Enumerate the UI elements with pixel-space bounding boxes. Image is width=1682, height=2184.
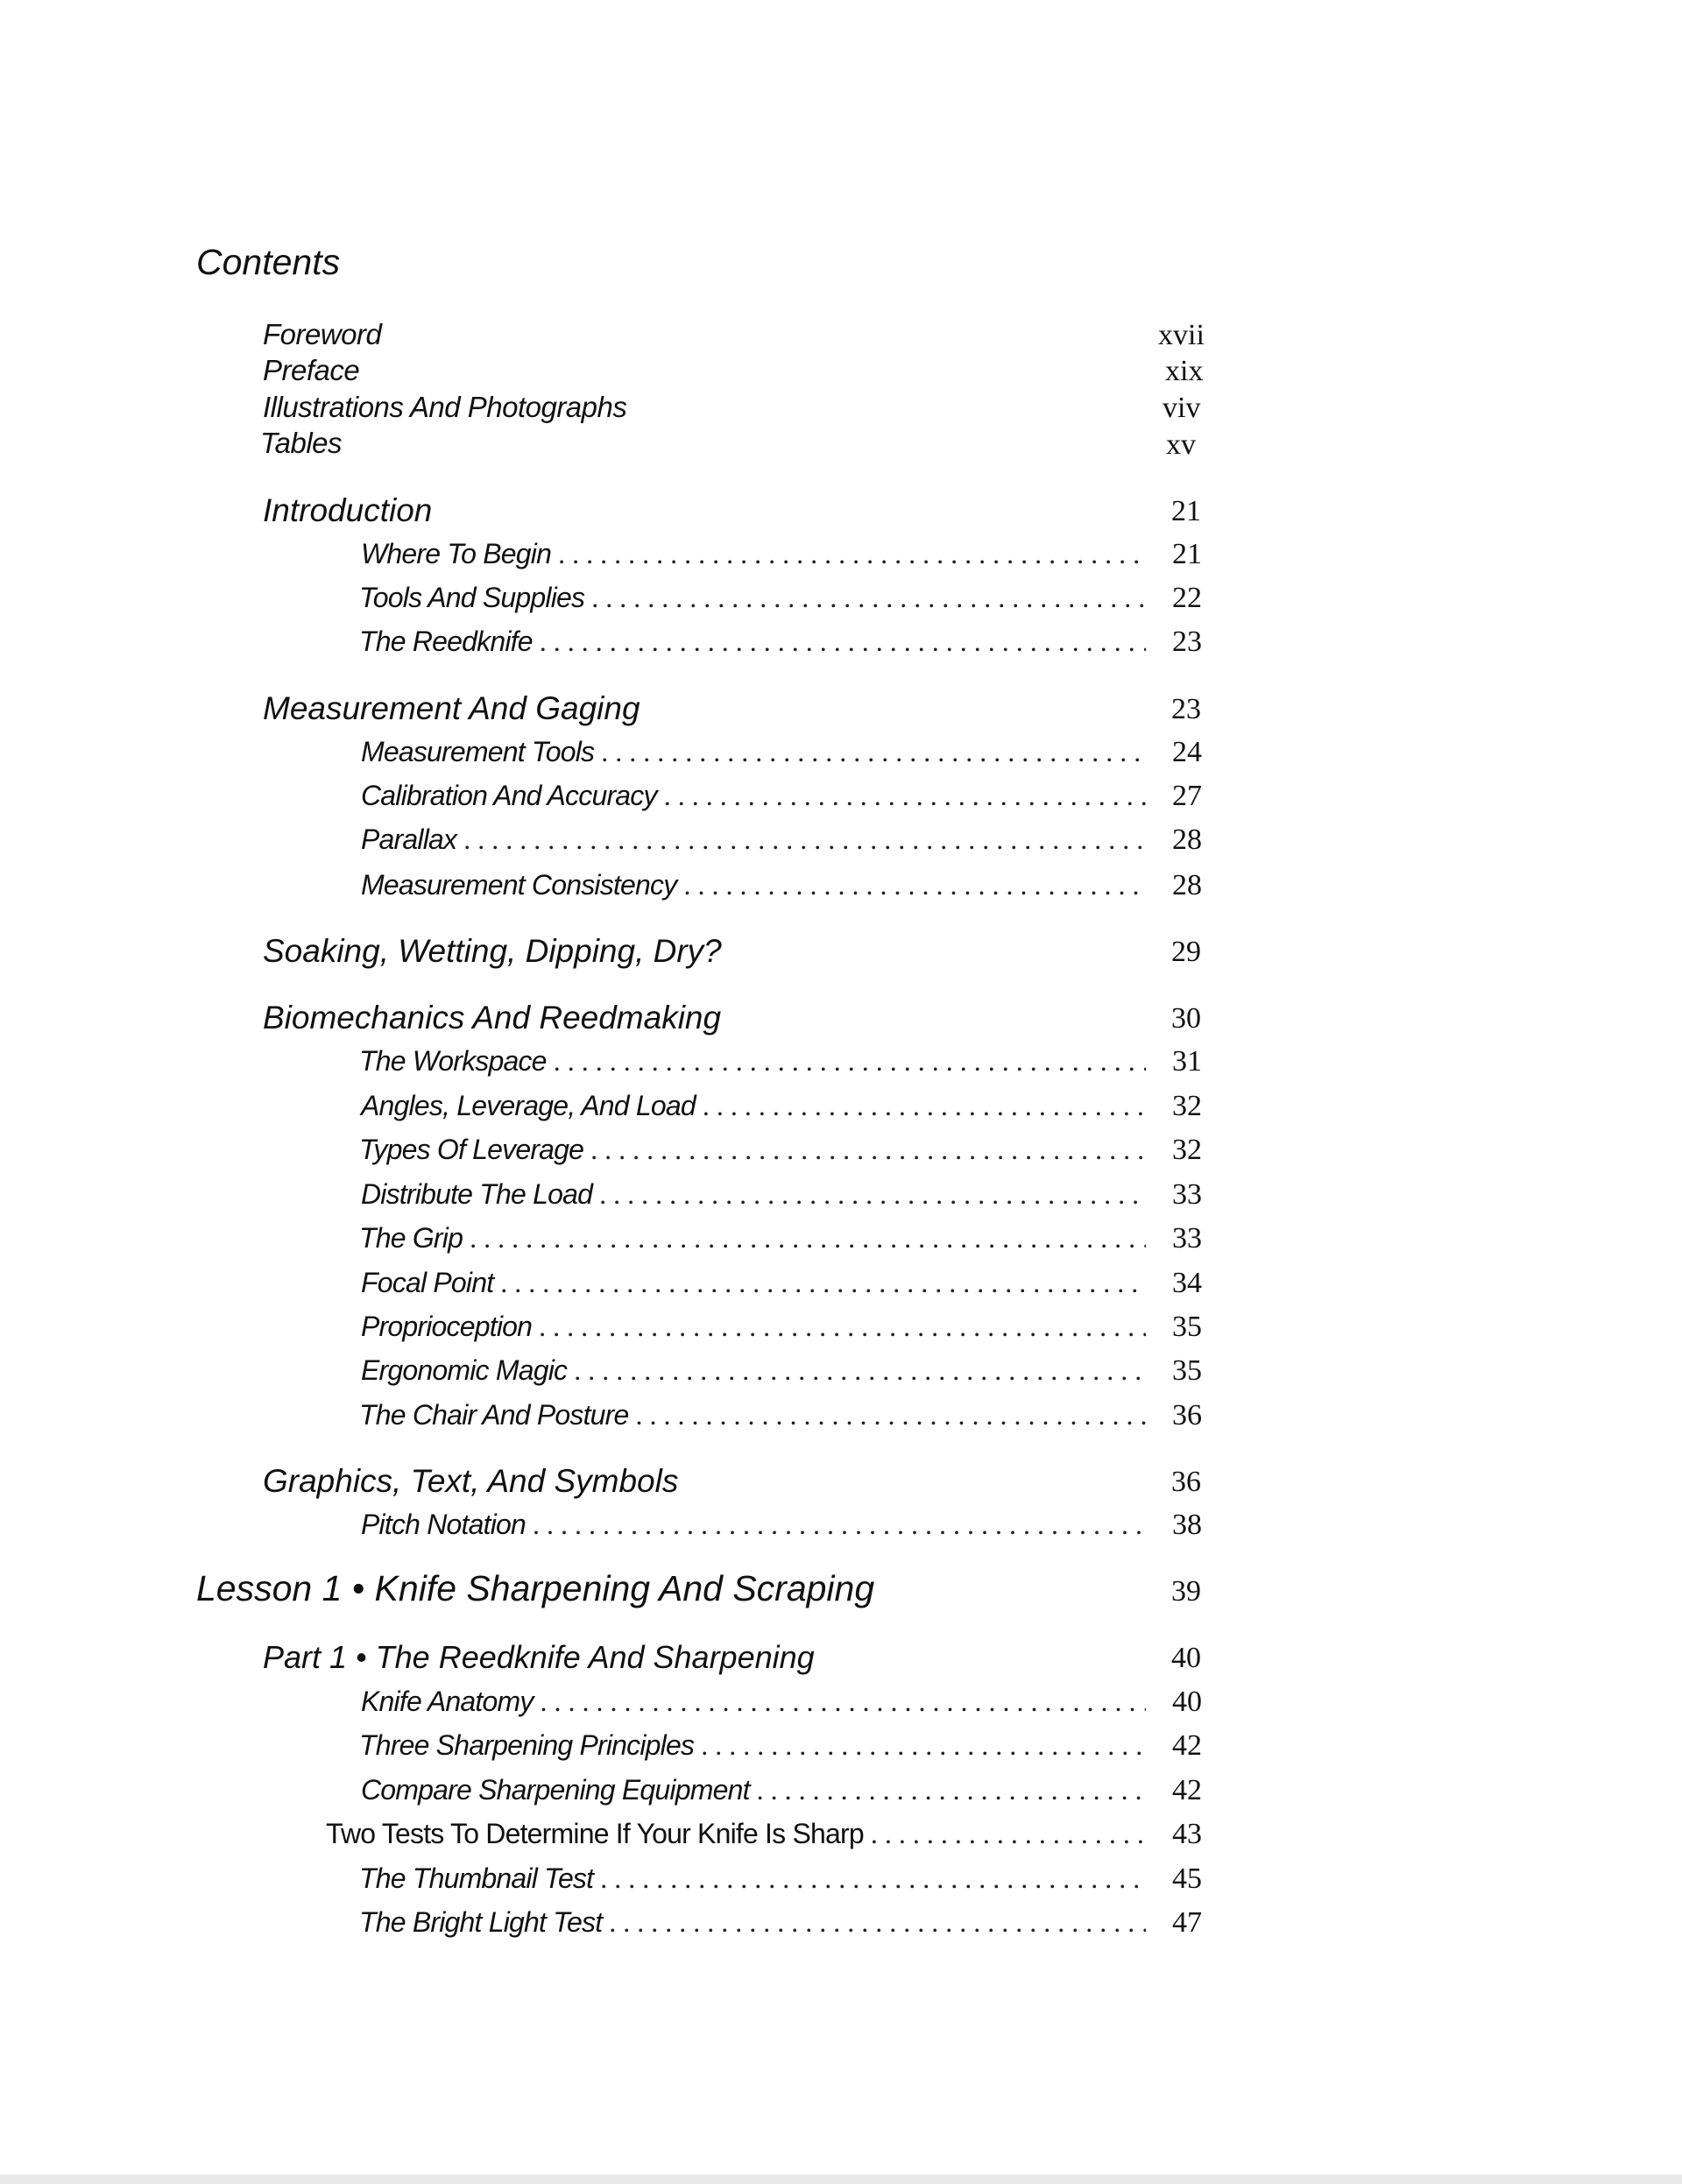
dot-leader: [500, 1269, 1146, 1297]
toc-entry-title: Ergonomic Magic: [361, 1354, 568, 1386]
dot-leader: [591, 583, 1146, 611]
toc-entry-page: 43: [1172, 1818, 1202, 1850]
contents-title: Contents: [196, 242, 341, 282]
toc-entry-page: 32: [1172, 1090, 1202, 1122]
dot-leader: [703, 1092, 1146, 1120]
toc-entry[interactable]: [361, 1510, 1202, 1544]
toc-front-illustrations[interactable]: Illustrations And Photographs: [263, 391, 627, 423]
dot-leader: [599, 1180, 1146, 1208]
toc-entry-page: 36: [1172, 1399, 1202, 1431]
toc-section-soaking[interactable]: Soaking, Wetting, Dipping, Dry?: [263, 933, 722, 969]
toc-section-biomechanics[interactable]: Biomechanics And Reedmaking: [263, 1000, 722, 1035]
dot-leader: [600, 1864, 1146, 1892]
toc-entry-title: Tools And Supplies: [359, 582, 585, 613]
dot-leader: [590, 1135, 1146, 1163]
dot-leader: [609, 1908, 1146, 1936]
toc-entry-title: Measurement Consistency: [361, 869, 677, 901]
toc-entry-page: 34: [1172, 1267, 1202, 1299]
toc-entry[interactable]: [326, 1820, 1202, 1853]
dot-leader: [757, 1776, 1146, 1804]
toc-front-tables[interactable]: Tables: [260, 427, 343, 459]
dot-leader: [540, 627, 1146, 655]
toc-entry-title: Knife Anatomy: [361, 1686, 534, 1717]
toc-front-tables-page: xv: [1166, 428, 1196, 461]
toc-entry[interactable]: [359, 1224, 1202, 1257]
dot-leader: [683, 871, 1146, 899]
toc-entry-title: The Workspace: [359, 1045, 547, 1077]
toc-section-graphics-page: 36: [1171, 1466, 1201, 1498]
toc-entry-page: 47: [1172, 1906, 1202, 1939]
toc-section-measurement[interactable]: Measurement And Gaging: [263, 690, 640, 726]
toc-front-foreword[interactable]: Foreword: [263, 318, 382, 350]
dot-leader: [601, 738, 1146, 766]
toc-entry-title: Angles, Leverage, And Load: [361, 1090, 696, 1121]
toc-entry-title: Measurement Tools: [361, 736, 595, 767]
toc-front-preface-page: xix: [1165, 355, 1204, 387]
toc-entry-title: Focal Point: [361, 1267, 494, 1298]
toc-entry[interactable]: [359, 1047, 1202, 1080]
toc-entry-title: Compare Sharpening Equipment: [361, 1774, 750, 1806]
toc-entry[interactable]: [361, 871, 1202, 904]
toc-entry[interactable]: [361, 1180, 1202, 1213]
toc-entry[interactable]: [361, 738, 1202, 771]
toc-entry-page: 32: [1172, 1134, 1202, 1166]
toc-front-illustrations-page: viv: [1163, 392, 1201, 424]
toc-entry-page: 28: [1172, 869, 1202, 901]
toc-entry[interactable]: [361, 1356, 1202, 1389]
toc-entry[interactable]: [361, 825, 1202, 859]
toc-entry-page: 22: [1172, 582, 1202, 614]
toc-entry-page: 38: [1172, 1509, 1202, 1541]
dot-leader: [554, 1047, 1146, 1075]
toc-entry-title: Types Of Leverage: [359, 1134, 584, 1165]
toc-entry-title: The Thumbnail Test: [359, 1862, 594, 1894]
toc-entry[interactable]: [359, 1908, 1202, 1941]
toc-entry[interactable]: [359, 583, 1202, 617]
toc-entry-title: The Reedknife: [359, 626, 533, 657]
toc-entry-page: 28: [1172, 823, 1202, 856]
dot-leader: [871, 1820, 1146, 1848]
toc-lesson-1-page: 39: [1171, 1575, 1201, 1608]
dot-leader: [533, 1510, 1146, 1538]
toc-entry[interactable]: [361, 1269, 1202, 1302]
toc-entry-title: Distribute The Load: [361, 1178, 593, 1210]
dot-leader: [541, 1687, 1146, 1715]
toc-section-soaking-page: 29: [1171, 936, 1201, 968]
toc-entry[interactable]: [361, 540, 1202, 573]
toc-entry[interactable]: [359, 1135, 1202, 1169]
dot-leader: [574, 1356, 1146, 1384]
dot-leader: [539, 1312, 1146, 1340]
toc-entry-page: 33: [1172, 1222, 1202, 1255]
dot-leader: [636, 1401, 1146, 1429]
toc-entry-title: Calibration And Accuracy: [361, 780, 657, 811]
toc-part-1-page: 40: [1171, 1642, 1201, 1674]
dot-leader: [463, 825, 1146, 853]
toc-entry-title: The Bright Light Test: [359, 1906, 603, 1938]
toc-entry-title: Three Sharpening Principles: [359, 1729, 695, 1761]
toc-entry-page: 27: [1172, 780, 1202, 812]
toc-section-measurement-page: 23: [1171, 693, 1201, 725]
dot-leader: [558, 540, 1146, 568]
toc-section-introduction[interactable]: Introduction: [263, 492, 433, 528]
page-bottom-edge: [0, 2174, 1682, 2184]
toc-entry-page: 40: [1172, 1686, 1202, 1718]
toc-entry-page: 33: [1172, 1178, 1202, 1211]
toc-entry-page: 23: [1172, 626, 1202, 658]
toc-entry-page: 31: [1172, 1045, 1202, 1078]
toc-entry-page: 35: [1172, 1354, 1202, 1387]
dot-leader: [470, 1224, 1146, 1252]
toc-entry[interactable]: [359, 1731, 1202, 1764]
toc-entry-page: 45: [1172, 1862, 1202, 1895]
toc-entry-title: The Chair And Posture: [359, 1399, 629, 1431]
toc-entry[interactable]: [361, 1312, 1202, 1346]
toc-entry[interactable]: [359, 1864, 1202, 1898]
toc-entry-title: Parallax: [361, 823, 457, 855]
toc-section-introduction-page: 21: [1171, 495, 1201, 527]
dot-leader: [664, 781, 1146, 809]
toc-lesson-1[interactable]: Lesson 1 • Knife Sharpening And Scraping: [196, 1568, 875, 1608]
toc-entry-page: 24: [1172, 736, 1202, 768]
toc-entry-page: 35: [1172, 1311, 1202, 1343]
toc-entry-title: Proprioception: [361, 1311, 533, 1342]
toc-entry[interactable]: [361, 1776, 1202, 1809]
toc-entry-title: Pitch Notation: [361, 1509, 527, 1540]
toc-entry[interactable]: [361, 1092, 1202, 1125]
toc-part-1[interactable]: Part 1 • The Reedknife And Sharpening: [263, 1639, 815, 1675]
toc-entry-title: The Grip: [359, 1222, 463, 1254]
toc-entry-title: Two Tests To Determine If Your Knife Is Sharp: [326, 1818, 864, 1849]
toc-section-graphics[interactable]: Graphics, Text, And Symbols: [263, 1463, 679, 1499]
dot-leader: [701, 1731, 1146, 1759]
toc-front-foreword-page: xvii: [1158, 319, 1205, 351]
toc-section-biomechanics-page: 30: [1171, 1002, 1201, 1035]
toc-entry-page: 42: [1172, 1774, 1202, 1806]
toc-entry-page: 42: [1172, 1729, 1202, 1762]
toc-entry-page: 21: [1172, 538, 1202, 570]
toc-entry[interactable]: [361, 1687, 1202, 1721]
toc-entry-title: Where To Begin: [361, 538, 552, 569]
toc-entry[interactable]: [361, 781, 1202, 815]
toc-entry[interactable]: [359, 627, 1202, 661]
toc-front-preface[interactable]: Preface: [263, 354, 360, 386]
toc-entry[interactable]: [359, 1401, 1202, 1434]
